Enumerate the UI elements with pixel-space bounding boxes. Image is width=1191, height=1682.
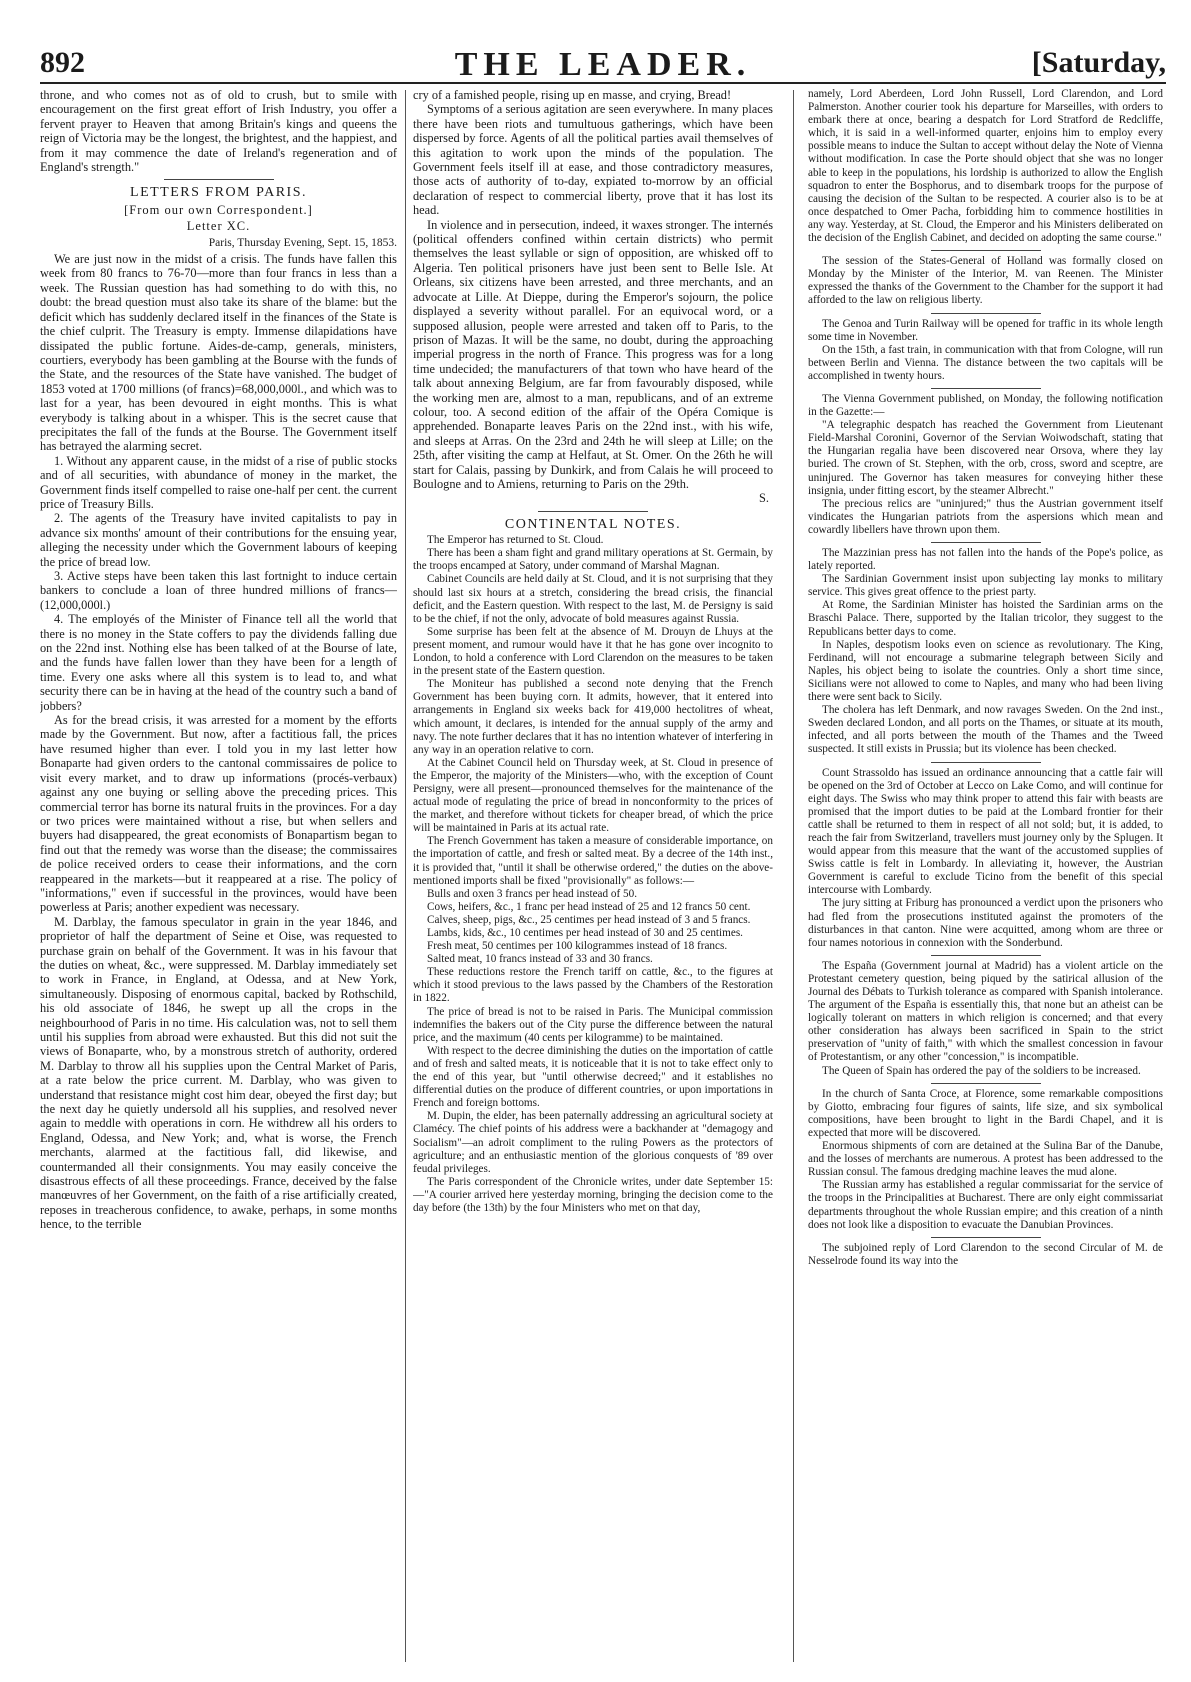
column-2 [413, 88, 773, 1663]
divider [931, 250, 1041, 251]
paragraph: 1. Without any apparent cause, in the midst of a rise of public stocks and of all securities, with abundance of money in the market, the Government finds itself compelled to raise one-half per cent. the current price of Treasury Bills. [40, 453, 397, 511]
paragraph: In the church of Santa Croce, at Florence, some remarkable compositions by Giotto, embracing four figures of saints, life size, and six symbolical compositions, have been brought to light in the Bardi Chapel, and it is expected that more will be discovered. [808, 1087, 1163, 1139]
paragraph: There has been a sham fight and grand military operations at St. Germain, by the troops encamped at Satory, under command of Marshal Magnan. [413, 547, 773, 573]
tariff-line: Fresh meat, 50 centimes per 100 kilogrammes instead of 18 francs. [427, 940, 728, 953]
divider [538, 511, 648, 512]
paragraph: The España (Government journal at Madrid) has a violent article on the Protestant cemetery question, being piqued by the satirical allusion of the Journal des Débats to Turkish tolerance as compared with Spanish intolerance. The argument of the España is essentially this, that none but an atheist can be logically tolerant on matters in which religion is concerned; and that every other consideration has always been sacrificed in Spain to the strict preservation of "unity of faith," with which the smallest concession in favour of Protestantism, or any other "concession," is incompatible. [808, 959, 1163, 1064]
divider [931, 955, 1041, 956]
paragraph: These reductions restore the French tariff on cattle, &c., to the figures at which it stood previous to the laws passed by the Chambers of the Restoration in 1822. [413, 966, 773, 1005]
column-3 [808, 88, 1163, 1663]
paragraph: The precious relics are "uninjured;" thus the Austrian government itself vindicates the Hungarian patriots from the aspersions which mean and cowardly libellers have thrown upon them. [808, 497, 1163, 536]
column-1 [40, 88, 397, 1663]
divider [931, 388, 1041, 389]
tariff-line: Bulls and oxen 3 francs per head instead of 50. [427, 887, 638, 900]
paragraph: M. Dupin, the elder, has been paternally addressing an agricultural society at Clamécy. The chief points of his address were a backhander at "demagogy and Socialism"—an adroit compliment to the ruling Powers as the protectors of agriculture; and an enthusiastic mention of the glorious conquests of '89 over feudal privileges. [413, 1110, 773, 1175]
paragraph: namely, Lord Aberdeen, Lord John Russell, Lord Clarendon, and Lord Palmerston. Another courier took his departure for Marseilles, with orders to embark there at once, bearing a despatch for Lord Stratford de Redcliffe, which, it is said in a well-informed quarter, enjoins him to employ every possible means to induce the Sultan to accept without delay the Note of Vienna without modification. In case the Porte should object that she was no longer able to keep in the populations, his lordship is authorized to allow the English squadron to enter the Bosphorus, and to disembark troops for the purpose of causing the decision of the Sultan to be respected. A courier also is to be at once despatched to Omer Pacha, forbidding him to commence hostilities in any way. Yesterday, at St. Cloud, the Emperor and his Ministers deliberated on the decision of the English Cabinet, and decided on adopting the same course." [808, 88, 1163, 245]
divider [931, 542, 1041, 543]
tariff-line: Cows, heifers, &c., 1 franc per head instead of 25 and 12 francs 50 cent. [427, 900, 751, 913]
tariff-line: Calves, sheep, pigs, &c., 25 centimes per head instead of 3 and 5 francs. [427, 913, 751, 926]
paragraph: We are just now in the midst of a crisis. The funds have fallen this week from 80 francs to 76-70—more than four francs in less than a week. The Russian question has had something to do with this, no doubt: the bread question must also take its share of the blame: but the deficit which has suddenly declared itself in the finances of the State is the chief culprit. The Treasury is empty. Immense dilapidations have dissipated the public fortune. Aides-de-camp, generals, ministers, courtiers, everybody has been gambling at the Bourse with the funds of the State, and the resources of the State have vanished. The budget of 1853 voted at 1700 millions (of francs)=68,000,000l., and which was to last for a year, has been devoured in eight months. This is what everybody is talking about in a whisper. This is the secret cause that precipitates the fall of the funds at the Bourse. The Government itself has betrayed the alarming secret. [40, 252, 397, 454]
paragraph: On the 15th, a fast train, in communication with that from Cologne, will run between Berlin and Vienna. The distance between the two capitals will be accomplished in twenty hours. [808, 343, 1163, 382]
tariff-line: Lambs, kids, &c., 10 centimes per head instead of 30 and 25 centimes. [427, 927, 743, 939]
paragraph: The French Government has taken a measure of considerable importance, on the importation of cattle, and fresh or salted meat. By a decree of the 14th inst., it is provided that, "until it shall be otherwise ordered," the duties on the above-mentioned imports shall be fixed "provisionally" as follows:— [413, 835, 773, 887]
issue-day: [Saturday, [1031, 46, 1166, 79]
signature: S. [759, 491, 769, 506]
paragraph: At Rome, the Sardinian Minister has hoisted the Sardinian arms on the Braschi Palace. There, supported by the Italian tricolor, they suggest to the Republicans better days to come. [808, 599, 1163, 638]
page-number: 892 [40, 46, 85, 79]
paragraph: Symptoms of a serious agitation are seen everywhere. In many places there have been riots and tumultuous gatherings, which have been dispersed by force. Agents of all the political parties avail themselves of this agitation to work upon the minds of the population. The Government feels itself ill at ease, and those contradictory measures, those acts of authority of to-day, expiated to-morrow by an official declaration of respect to commercial liberty, prove that it has lost its head. [413, 102, 773, 218]
byline: [From our own Correspondent.] [124, 202, 313, 217]
paragraph: cry of a famished people, rising up en masse, and crying, Bread! [413, 88, 732, 102]
paragraph: 3. Active steps have been taken this last fortnight to induce certain bankers to conclude a loan of three hundred millions of francs—(12,000,000l.) [40, 569, 397, 612]
divider [931, 313, 1041, 314]
paragraph: M. Darblay, the famous speculator in grain in the year 1846, and proprietor of half the department of Seine et Oise, was requested to purchase grain on behalf of the Government. It was in his favour that the duties on wheat, &c., were suppressed. M. Darblay immediately set to work in France, in England, at Odessa, and at New York, simultaneously. Disposing of enormous capital, backed by Rothschild, his old associate of 1846, he swept up all the crops in the neighbourhood of Paris in no time. His calculation was, not to sell them until his supplies from abroad were exhausted. But this did not suit the views of Bonaparte, who, by a monstrous stretch of authority, ordered M. Darblay to throw all his supplies upon the Central Market of Paris, at a rate below the price current. M. Darblay, who was given to understand that resistance might cost him dear, obeyed the first day; but the next day he quietly undersold all his supplies, and resolved never again to meddle with operations in corn. He withdrew all his orders to England, Odessa, and New York; and, what is worse, the French merchants, alarmed at the factitious fall, did likewise, and countermanded all their consignments. You may easily conceive the disastrous effects of all these proceedings. France, deceived by the false manœuvres of her Government, on the faith of a rise artificially created, reposes in treacherous confidence, to awake, perhaps, in some months hence, to the terrible [40, 914, 397, 1232]
page-header [40, 46, 1166, 83]
quoted-despatch: "A telegraphic despatch has reached the Government from Lieutenant Field-Marshal Coronini, Governor of the Servian Woiwodschaft, stating that the Hungarian regalia have been discovered near Orsova, where they lay buried. The crown of St. Stephen, with the orb, cross, sword and sceptre, are uninjured. The Governor has taken measures for conveying hither these insignia, under fitting escort, by the steamer Albrecht." [808, 419, 1163, 497]
paragraph: The session of the States-General of Holland was formally closed on Monday by the Minister of the Interior, M. van Reenen. The Minister expressed the thanks of the Government to the Chamber for the support it had afforded to the law on religious liberty. [808, 255, 1163, 307]
paragraph: throne, and who comes not as of old to crush, but to smile with encouragement on the first great effort of Irish Industry, you offer a fervent prayer to Heaven that among Britain's kings and queens the reign of Victoria may be the longest, the brightest, and the happiest, and from it may commence the date of Ireland's regeneration and of England's strength." [40, 88, 397, 175]
column-divider [405, 90, 406, 1662]
paragraph: The Sardinian Government insist upon subjecting lay monks to military service. This gives great offence to the priest party. [808, 573, 1163, 599]
divider [931, 1083, 1041, 1084]
paragraph: The Moniteur has published a second note denying that the French Government has been buying corn. It admits, however, that it entered into arrangements in England six weeks back for 419,000 hectolitres of wheat, which amount, it declares, is intended for the annual supply of the army and navy. The note further declares that it has no intention whatever of interfering in any way in an operation relative to corn. [413, 678, 773, 756]
masthead: THE LEADER. [454, 46, 752, 83]
header-rule [40, 82, 1166, 84]
paragraph: With respect to the decree diminishing the duties on the importation of cattle and of fresh and salted meats, it is noticeable that it is not to take effect only to the end of this year, but "until otherwise decreed;" and it establishes no differential duties on the produce of different countries, or upon importations in French and foreign bottoms. [413, 1044, 773, 1110]
paragraph: The price of bread is not to be raised in Paris. The Municipal commission indemnifies the bakers out of the City purse the difference between the natural price, and the maximum (40 cents per kilogramme) to be maintained. [413, 1005, 773, 1044]
tariff-line: Salted meat, 10 francs instead of 33 and 30 francs. [427, 953, 653, 966]
paragraph: Some surprise has been felt at the absence of M. Drouyn de Lhuys at the present moment, and rumour would have it that he has gone over incognito to London, to hold a conference with Lord Clarendon on the measures to be taken in the present state of the Eastern question. [413, 625, 773, 678]
column-divider [793, 90, 794, 1662]
paragraph: The Queen of Spain has ordered the pay of the soldiers to be increased. [822, 1064, 1141, 1077]
divider [931, 762, 1041, 763]
paragraph: 4. The employés of the Minister of Finance tell all the world that there is no money in the State coffers to pay the dividends falling due on the 22nd inst. Nothing else has been talked of at the Bourse of late, and the funds have fallen lower than they have been for a length of time. Every one asks where all this system is to lead to, and what security there can be in having at the head of the country such a band of jobbers? [40, 612, 397, 713]
paragraph: In violence and in persecution, indeed, it waxes stronger. The internés (political offenders confined within certain districts) who permit themselves the least syllable or sign of opposition, are whisked off to Algeria. Ten political prisoners have just been sent to Belle Isle. At Orleans, six citizens have been arrested, and three merchants, and an advocate at Lille. At Dieppe, during the Emperor's sojourn, the police displayed a severity without parallel. For an equivocal word, or a supposed allusion, people were arrested and taken off to Paris, to the prison of Mazas. It will be the same, no doubt, during the approaching imperial progress in the north of France. This progress was for a long time undecided; the manufacturers of that town who have heard of the talk about annexing Belgium, are far from favourably disposed, while the working men are, almost to a man, republicans, and of an extreme colour, too. A second edition of the affair of the Opéra Comique is apprehended. Bonaparte leaves Paris on the 22nd inst., with his wife, and sleeps at Arras. On the 23rd and 24th he will sleep at Lille; on the 25th, after visiting the camp at Helfaut, at St. Omer. On the 26th he will start for Calais, passing by Dunkirk, and from Calais he will proceed to Boulogne and to Amiens, returning to Paris on the 29th. [413, 217, 773, 491]
paragraph: The Paris correspondent of the Chronicle writes, under date September 15:—"A courier arrived here yesterday morning, bringing the decision come to the day before (the 13th) by the four Ministers who met on that day, [413, 1175, 773, 1214]
paragraph: At the Cabinet Council held on Thursday week, at St. Cloud in presence of the Emperor, the majority of the Ministers—who, with the exception of Count Persigny, were all present—pronounced themselves for the maintenance of the actual mode of regulating the price of bread in nonconformity to the prices of the market, and therefore without tickets for cheaper bread, of which the price will be maintained in Paris at its actual rate. [413, 756, 773, 835]
paragraph: The subjoined reply of Lord Clarendon to the second Circular of M. de Nesselrode found its way into the [808, 1241, 1163, 1267]
paragraph: The jury sitting at Friburg has pronounced a verdict upon the prisoners who had fled from the prosecutions instituted against the promoters of the disturbances in that canton. Nine were acquitted, among whom are three or four names notorious in connexion with the Sonderbund. [808, 897, 1163, 949]
paragraph: The Mazzinian press has not fallen into the hands of the Pope's police, as lately reported. [808, 547, 1163, 573]
paragraph: Count Strassoldo has issued an ordinance announcing that a cattle fair will be opened on the 3rd of October at Lecco on Lake Como, and will continue for eight days. The Swiss who may think proper to attend this fair with beasts are promised that the import duties to be paid at the Lombard frontier for their cattle shall be returned to them in respect of all not sold; but, it is added, to reach the fair from Switzerland, travellers must journey only by the Splugen. It would appear from this measure that the want of the accustomed supplies of Swiss cattle is felt in Lombardy. In alleviating it, however, the Austrian Government is careful to exclude Ticino from the benefit of this special intercourse with Lombardy. [808, 766, 1163, 897]
paragraph: The Russian army has established a regular commissariat for the service of the troops in the Principalities at Bucharest. There are only eight commissariat departments throughout the whole Russian empire; and this creation of a ninth does not look like a disposition to evacuate the Danubian Provinces. [808, 1179, 1163, 1231]
letter-number: Letter XC. [186, 219, 251, 234]
paragraph: The Vienna Government published, on Monday, the following notification in the Gazette:— [808, 392, 1163, 419]
paragraph: Enormous shipments of corn are detained at the Sulina Bar of the Danube, and the losses of merchants are numerous. A protest has been addressed to the Russian consul. The famous dredging machine leaves the mud alone. [808, 1140, 1163, 1179]
paragraph: The Emperor has returned to St. Cloud. [427, 534, 604, 547]
divider [164, 179, 274, 180]
paragraph: 2. The agents of the Treasury have invited capitalists to pay in advance six months' amount of their contributions for the ensuing year, alleging the necessity under which the Government labours of keeping the price of bread low. [40, 511, 397, 569]
paragraph: The cholera has left Denmark, and now ravages Sweden. On the 2nd inst., Sweden declared London, and all ports on the Thames, or situate at its mouth, infected, and all ports between the mouth of the Thames and the Tweed suspected. It still exists in Prussia; but its violence has been checked. [808, 704, 1163, 756]
section-title: LETTERS FROM PARIS. [130, 185, 307, 201]
dateline: Paris, Thursday Evening, Sept. 15, 1853. [208, 236, 397, 249]
paragraph: As for the bread crisis, it was arrested for a moment by the efforts made by the Government. But now, after a factitious fall, the prices have resumed higher than ever. I told you in my last letter how Bonaparte had given orders to the cantonal commissaires de police to visit every market, and to draw up informations (procés-verbaux) against any one buying or selling above the preceding prices. This commercial terror has borne its natural fruits in the provinces. For a day or two prices were maintained without a rise, but when sellers and buyers had disappeared, the great economists of Bonapartism began to find out that the remedy was worse than the disease; the commissaires de police received orders to cease their informations, and the corn reappeared in the markets—but it reappeared at a rise. The policy of "informations," even if successful in the provinces, would have been powerless at Paris; another expedient was necessary. [40, 713, 397, 915]
paragraph: Cabinet Councils are held daily at St. Cloud, and it is not surprising that they should last six hours at a stretch, considering the bread crisis, the financial deficit, and the Eastern question. With respect to the last, M. de Persigny is said to be the chief, if not the only, advocate of bold measures against Russia. [413, 573, 773, 625]
divider [931, 1237, 1041, 1238]
paragraph: In Naples, despotism looks even on science as revolutionary. The King, Ferdinand, will not encourage a submarine telegraph between Sicily and Naples, his object being to isolate the countries. Only a short time since, Sicilians were not allowed to come to Naples, and many who had been living there were sent back to Sicily. [808, 638, 1163, 704]
section-title: CONTINENTAL NOTES. [504, 516, 682, 532]
paragraph: The Genoa and Turin Railway will be opened for traffic in its whole length some time in November. [808, 317, 1163, 343]
